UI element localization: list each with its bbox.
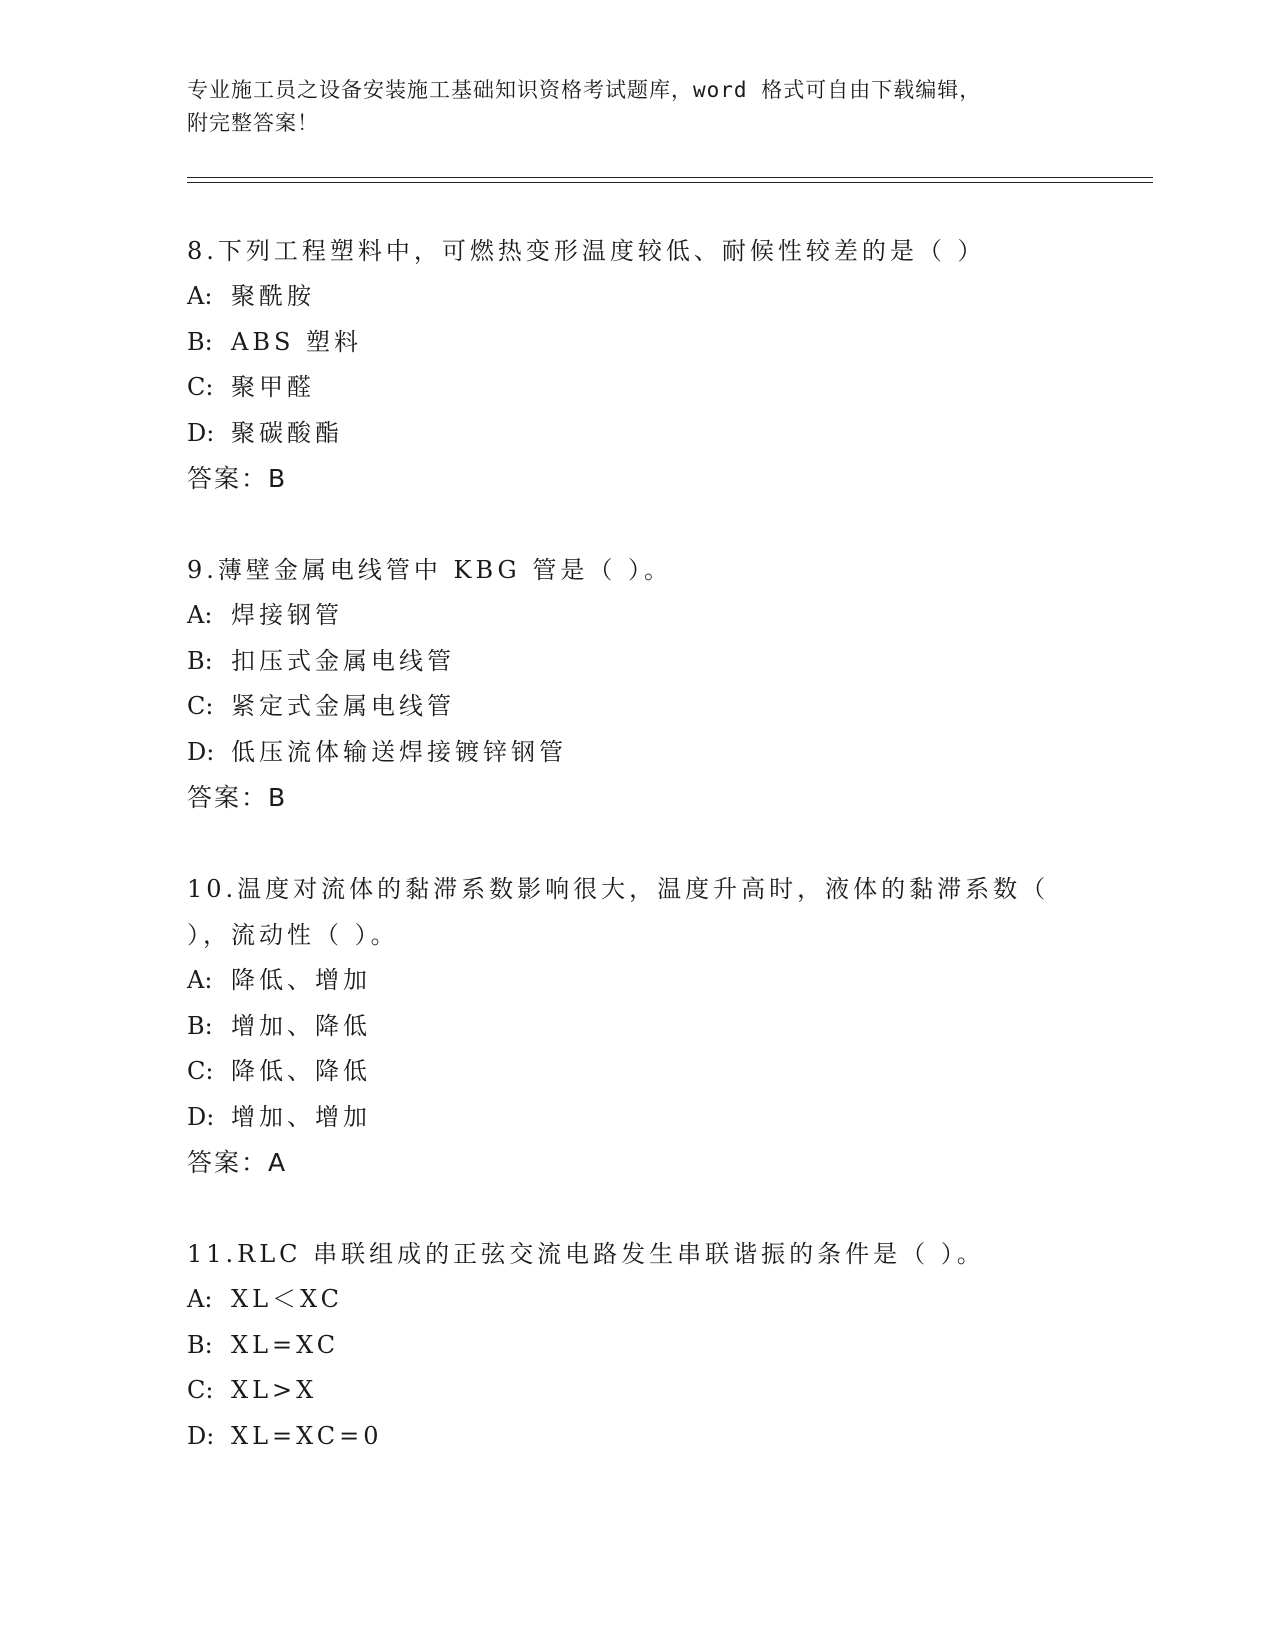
option-text: 降低、降低 [231,1057,371,1085]
option-text: 降低、增加 [231,966,371,994]
option-letter: D: [187,418,215,447]
question-stem: 10.温度对流体的黏滞系数影响很大，温度升高时，液体的黏滞系数（ [187,875,1050,903]
answer-line: 答案：B [187,783,288,812]
option-b [187,1004,1067,1050]
option-letter: B: [187,1330,213,1359]
option-text: 聚碳酸酯 [231,418,343,447]
question-10 [187,866,1067,1185]
answer-line: 答案：A [187,1148,288,1177]
option-c [187,684,1067,730]
option-c [187,1049,1067,1095]
option-letter: D: [187,1421,215,1450]
question-stem: 11.RLC 串联组成的正弦交流电路发生串联谐振的条件是（ ）。 [187,1240,985,1268]
option-letter: A: [187,282,213,310]
question-11 [187,1231,1067,1459]
option-d [187,1095,1067,1141]
option-letter: D: [187,737,215,766]
option-text: 扣压式金属电线管 [231,646,455,675]
option-text: 聚甲醛 [231,373,315,401]
option-a [187,274,1067,320]
question-stem: 8.下列工程塑料中，可燃热变形温度较低、耐候性较差的是（ ） [187,237,986,265]
option-letter: C: [187,1376,214,1404]
option-c [187,1368,1067,1414]
option-text: 低压流体输送焊接镀锌钢管 [231,737,567,766]
question-stem-continued: ），流动性（ ）。 [187,921,399,949]
option-text: XL=XC=0 [231,1421,383,1450]
option-b [187,1323,1067,1369]
option-text: 焊接钢管 [231,601,343,629]
option-letter: D: [187,1102,215,1131]
option-a [187,593,1067,639]
option-text: XL＜XC [231,1285,344,1313]
option-text: 增加、增加 [231,1102,371,1131]
header-line-1: 专业施工员之设备安装施工基础知识资格考试题库，word 格式可自由下载编辑， [187,78,982,102]
option-text: 聚酰胺 [231,282,315,310]
option-d [187,730,1067,776]
option-text: 增加、降低 [231,1011,371,1040]
option-text: 紧定式金属电线管 [231,692,455,720]
option-a [187,1277,1067,1323]
option-letter: B: [187,327,213,356]
option-letter: B: [187,1011,213,1040]
option-d [187,411,1067,457]
answer-line: 答案：B [187,464,288,493]
option-d [187,1414,1067,1460]
option-letter: A: [187,601,213,629]
header-divider-bottom [187,182,1153,183]
option-letter: C: [187,1057,214,1085]
question-8 [187,228,1067,501]
option-letter: B: [187,646,213,675]
option-letter: C: [187,373,214,401]
option-b [187,639,1067,685]
option-letter: A: [187,966,213,994]
option-b [187,320,1067,366]
option-a [187,958,1067,1004]
option-text: XL>X [231,1376,318,1404]
header-divider-top [187,177,1153,178]
option-c [187,365,1067,411]
option-letter: C: [187,692,214,720]
option-text: ABS 塑料 [231,327,363,356]
question-stem: 9.薄壁金属电线管中 KBG 管是（ ）。 [187,556,672,584]
option-letter: A: [187,1285,213,1313]
option-text: XL=XC [231,1330,340,1359]
document-header [187,74,1067,140]
question-9 [187,547,1067,820]
header-line-2: 附完整答案！ [187,111,319,135]
